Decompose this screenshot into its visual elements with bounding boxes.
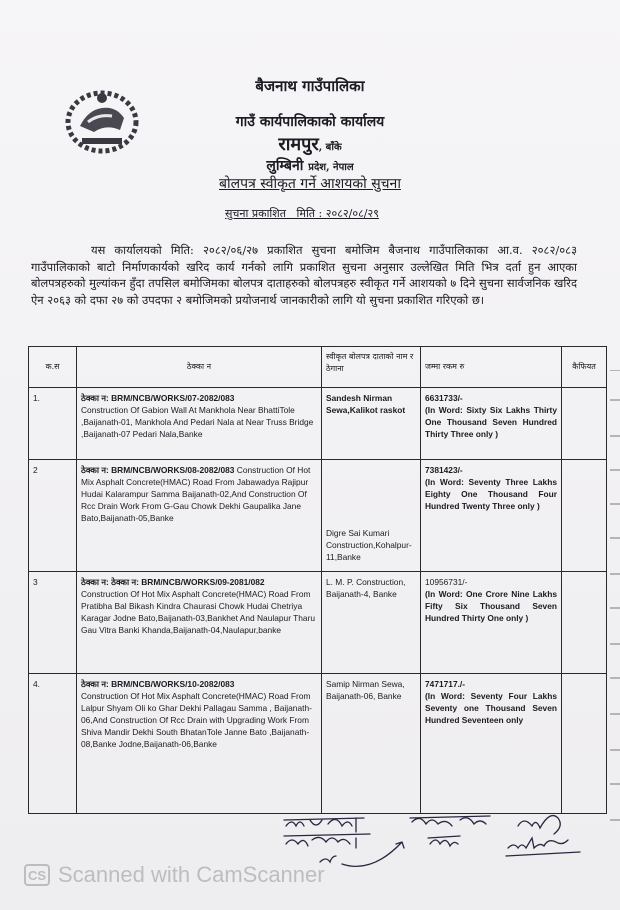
- row-serial: 2: [29, 460, 77, 572]
- contract-number: ठेक्का न: BRM/NCB/WORKS/07-2082/083: [81, 393, 235, 403]
- header-contract-no: ठेक्का न: [77, 347, 322, 388]
- amount-words: (In Word: Sixty Six Lakhs Thirty One Thousand Seven Hundred Thirty Three only ): [425, 405, 557, 439]
- amount-figure: 6631733/-: [425, 393, 463, 403]
- row-serial: 4.: [29, 674, 77, 814]
- notice-title: बोलपत्र स्वीकृत गर्ने आशयको सुचना: [219, 176, 401, 192]
- contract-number: ठेक्का न: ठेक्का न: BRM/NCB/WORKS/09-2081/082: [81, 577, 265, 587]
- province-name: लुम्बिनी: [266, 158, 304, 174]
- row-contract: [77, 460, 322, 572]
- table-row: [29, 674, 607, 814]
- row-serial: 3: [29, 572, 77, 674]
- table-header-row: [29, 347, 607, 388]
- municipality-name: बैजनाथ गाउँपालिका: [255, 77, 365, 95]
- row-remarks: [562, 460, 607, 572]
- row-bidder: Sandesh Nirman Sewa,Kalikot raskot: [322, 388, 421, 460]
- row-bidder: Samip Nirman Sewa, Baijanath-06, Banke: [322, 674, 421, 814]
- row-bidder: L. M. P. Construction, Baijanath-4, Banke: [322, 572, 421, 674]
- contract-description: Construction Of Hot Mix Asphalt Concrete(HMAC) Road From Jabawadya Rajipur Hudai Kalarampur Samma Baijanath-02,And Construction Of Rcc Drain Work From G-Gau Chowk Dekhi Gaupalika Jane Bato,Baijanath-05,Banke: [81, 465, 311, 523]
- district-name: , बाँके: [318, 142, 342, 153]
- row-amount: [421, 388, 562, 460]
- amount-words: (In Word: Seventy Four Lakhs Seventy one Thousand Seven Hundred Seventeen only: [425, 691, 557, 725]
- amount-words: (In Word: One Crore Nine Lakhs Fifty Six Thousand Seven Hundred Thirty One only ): [425, 589, 557, 623]
- table-row: [29, 460, 607, 572]
- notice-body: यस कार्यालयको मिति: २०८२/०६/२७ प्रकाशित सुचना बमोजिम बैजनाथ गाउँपालिकाका आ.व. २०८२/०८३ गाउँपालिकाको बाटो निर्माणकार्यको खरिद कार्य गर्नको लागि प्रकाशित सुचना अनुसार उल्लेखित मिति भित्र दर्ता हुन आएका बोलपत्रहरुको मुल्यांकन हुँदा तपसिल बमोजिमका बोलपत्र दाताहरुको बोलपत्रहरु स्वीकृत गर्ने आशयको ७ दिने सुचना सार्वजनिक खरिद ऐन २०६३ को दफा २७ को उपदफा २ बमोजिमको प्रयोजनार्थ जानकारीको लागि यो सुचना प्रकाशित गरिएको छ।: [31, 243, 577, 307]
- header-amount: जम्मा रकम रु: [421, 347, 562, 388]
- camscanner-watermark: [24, 862, 325, 888]
- row-contract: [77, 572, 322, 674]
- header-remarks: कैफियत: [562, 347, 607, 388]
- amount-figure: 10956731/-: [425, 577, 468, 587]
- row-remarks: [562, 572, 607, 674]
- row-remarks: [562, 674, 607, 814]
- row-remarks: [562, 388, 607, 460]
- amount-figure: 7471717./-: [425, 679, 466, 689]
- row-amount: [421, 572, 562, 674]
- row-amount: [421, 460, 562, 572]
- office-name: गाउँ कार्यपालिकाको कार्यालय: [235, 114, 385, 130]
- table-row: [29, 572, 607, 674]
- row-amount: [421, 674, 562, 814]
- handwritten-approval-signature: [280, 812, 600, 874]
- header-bidder: स्वीकृत बोलपत्र दाताको नाम र ठेगाना: [322, 347, 421, 388]
- table-row: [29, 388, 607, 460]
- row-serial: 1.: [29, 388, 77, 460]
- header-serial: क.स: [29, 347, 77, 388]
- contract-description: Construction Of Hot Mix Asphalt Concrete(HMAC) Road From Pratibha Bal Bikash Kindra Chaurasi Chowk Hudai Chetriya Karagar Jodne Bato,Baijanath-03,Bankhet And Naulapur Tharu Gau Vitra Banki Khanda,Baijanath-04,Naulapur,banke: [81, 589, 316, 635]
- accepted-bids-table: [28, 346, 607, 814]
- amount-figure: 7381423/-: [425, 465, 463, 475]
- amount-words: (In Word: Seventy Three Lakhs Eighty One Thousand Four Hundred Twenty Three only ): [425, 477, 557, 511]
- office-location: [160, 132, 460, 156]
- margin-tick-marks: [608, 370, 620, 830]
- contract-number: ठेक्का न: BRM/NCB/WORKS/10-2082/083: [81, 679, 235, 689]
- row-bidder: Digre Sai Kumari Construction,Kohalpur-11,Banke: [322, 460, 421, 572]
- contract-description: Construction Of Hot Mix Asphalt Concrete(HMAC) Road From Lalpur Shyam Oli ko Ghar Dekhi Pallagau Samma , Baijanath-06,And Construction Of Rcc Drain with Upgrading Work From Shiva Mandir Dekhi South BhatanTole Janne Bato ,Baijanath-08,Banke Jodne,Baijanath-06,Banke: [81, 691, 312, 749]
- nepal-government-emblem-icon: [64, 88, 140, 154]
- watermark-text: Scanned with CamScanner: [58, 862, 325, 887]
- place-name: रामपुर: [278, 134, 319, 155]
- camscanner-logo-icon: CS: [24, 864, 50, 886]
- publication-date: सुचना प्रकाशित मिति : २०८२/०८/२९: [225, 207, 379, 220]
- row-contract: [77, 674, 322, 814]
- row-contract: [77, 388, 322, 460]
- contract-description: Construction Of Gabion Wall At Mankhola Near BhattiTole ,Baijanath-01, Mankhola And Pedari Nala at Near Truss Bridge ,Baijanath-07 Pedari Nala,Banke: [81, 405, 314, 439]
- province-line: [160, 156, 460, 175]
- contract-number: ठेक्का न: BRM/NCB/WORKS/08-2082/083: [81, 465, 235, 475]
- province-suffix: प्रदेश, नेपाल: [308, 162, 354, 173]
